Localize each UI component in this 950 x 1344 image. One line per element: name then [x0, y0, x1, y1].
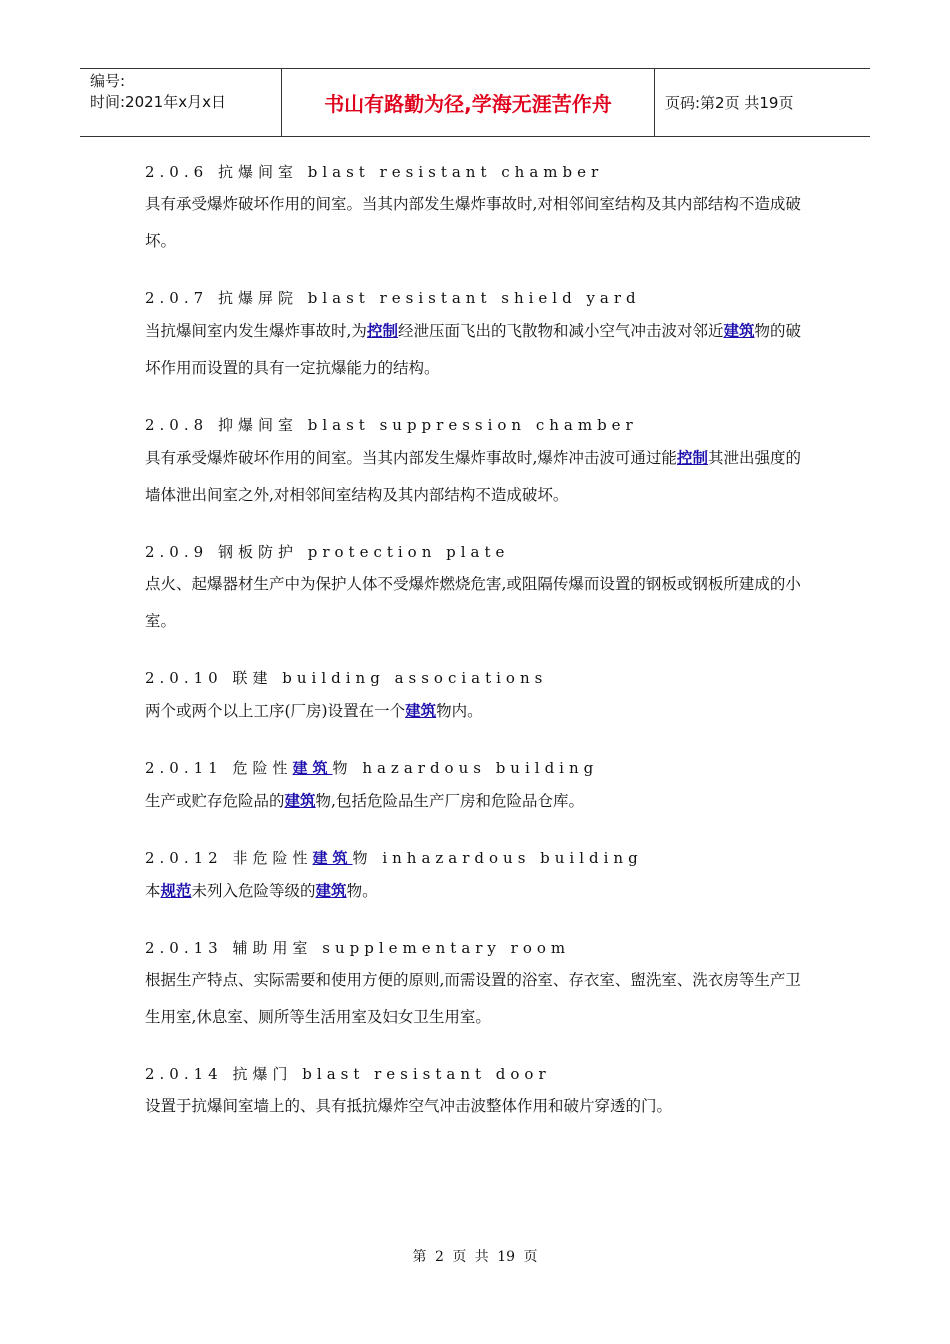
- definition-text: 根据生产特点、实际需要和使用方便的原则,而需设置的浴室、存衣室、盥洗室、洗衣房等生产卫生用室,休息室、厕所等生活用室及妇女卫生用室。: [145, 971, 801, 1026]
- definition-text: 两个或两个以上工序(厂房)设置在一个: [145, 702, 406, 720]
- term-code: 2.0.11: [145, 759, 223, 777]
- definition-text: 点火、起爆器材生产中为保护人体不受爆炸燃烧危害,或阻隔传爆而设置的钢板或钢板所建成的小室。: [145, 575, 801, 630]
- term-entry: [145, 754, 805, 820]
- term-heading: [145, 754, 805, 782]
- footer-page-number: 2: [434, 1249, 444, 1265]
- document-time-label: 时间:2021年x月x日: [90, 93, 226, 111]
- term-en: blast resistant door: [302, 1065, 551, 1083]
- term-entry: [145, 411, 805, 514]
- term-entry: [145, 284, 805, 387]
- definition-text: 物,包括危险品生产厂房和危险品仓库。: [315, 792, 584, 810]
- term-heading: [145, 844, 805, 872]
- term-entry: [145, 1060, 805, 1125]
- term-cn: 钢板防护: [217, 543, 298, 561]
- term-code: 2.0.7: [145, 289, 209, 307]
- term-heading: [145, 158, 805, 186]
- term-en: building associations: [282, 669, 548, 687]
- keyword-link-control[interactable]: 控制: [366, 321, 398, 340]
- term-entry: [145, 664, 805, 730]
- term-en: blast resistant chamber: [307, 163, 604, 181]
- page-header: [80, 68, 870, 137]
- header-meta: [80, 69, 282, 136]
- term-cn: 抗爆门: [232, 1065, 293, 1083]
- footer-total-pages: 19: [497, 1249, 516, 1265]
- definition-text: 物内。: [436, 702, 483, 720]
- term-entry: [145, 538, 805, 640]
- term-code: 2.0.9: [145, 543, 209, 561]
- term-code: 2.0.14: [145, 1065, 223, 1083]
- keyword-link-building[interactable]: 建筑: [292, 759, 333, 777]
- definition-text: 具有承受爆炸破坏作用的间室。当其内部发生爆炸事故时,爆炸冲击波可通过能: [145, 449, 677, 467]
- keyword-link-control[interactable]: 控制: [676, 448, 708, 467]
- term-cn: 抑爆间室: [217, 416, 298, 434]
- keyword-link-building[interactable]: 建筑: [284, 791, 316, 810]
- term-heading: [145, 934, 805, 962]
- definition-text: 当抗爆间室内发生爆炸事故时,为: [145, 322, 367, 340]
- term-cn-suffix: 物: [352, 849, 373, 867]
- term-heading: [145, 284, 805, 312]
- term-en: inhazardous building: [382, 849, 643, 867]
- definition-text: 未列入危险等级的: [191, 882, 316, 900]
- definition-text: 其泄出强度的墙体泄出间室之外,对相邻间室结构及其内部结构不造成破坏。: [145, 449, 801, 504]
- document-number-label: 编号:: [90, 72, 126, 90]
- document-body: [145, 158, 805, 1149]
- term-definition: [145, 439, 805, 514]
- term-heading: [145, 411, 805, 439]
- footer-ye: 页: [523, 1249, 538, 1265]
- term-cn: 辅助用室: [232, 939, 313, 957]
- page-footer: [0, 1246, 950, 1266]
- term-definition: [145, 962, 805, 1036]
- definition-text: 物。: [346, 882, 378, 900]
- term-cn: [233, 849, 373, 867]
- definition-text: 设置于抗爆间室墙上的、具有抵抗爆炸空气冲击波整体作用和破片穿透的门。: [145, 1097, 673, 1115]
- term-definition: [145, 312, 805, 387]
- keyword-link-building[interactable]: 建筑: [315, 881, 347, 900]
- term-entry: [145, 934, 805, 1036]
- header-motto: 书山有路勤为径,学海无涯苦作舟: [282, 69, 655, 136]
- term-definition: [145, 566, 805, 640]
- footer-gong: 共: [474, 1249, 489, 1265]
- term-definition: [145, 782, 805, 820]
- term-code: 2.0.13: [145, 939, 223, 957]
- term-entry: [145, 844, 805, 910]
- term-cn: 抗爆间室: [217, 163, 298, 181]
- term-entry: [145, 158, 805, 260]
- term-definition: [145, 872, 805, 910]
- definition-text: 经泄压面飞出的飞散物和减小空气冲击波对邻近: [397, 322, 724, 340]
- term-heading: [145, 538, 805, 566]
- term-cn-suffix: 物: [332, 759, 353, 777]
- keyword-link-building[interactable]: 建筑: [723, 321, 755, 340]
- footer-di: 第: [412, 1249, 427, 1265]
- term-heading: [145, 664, 805, 692]
- term-en: blast suppression chamber: [307, 416, 638, 434]
- footer-ye: 页: [452, 1249, 467, 1265]
- definition-text: 物的破坏作用而设置的具有一定抗爆能力的结构。: [145, 322, 801, 377]
- term-en: protection plate: [307, 543, 510, 561]
- term-definition: [145, 692, 805, 730]
- definition-text: 本: [145, 882, 161, 900]
- keyword-link-building[interactable]: 建筑: [312, 849, 353, 867]
- term-cn: 抗爆屏院: [217, 289, 298, 307]
- term-heading: [145, 1060, 805, 1088]
- definition-text: 生产或贮存危险品的: [145, 792, 285, 810]
- term-definition: [145, 1088, 805, 1125]
- definition-text: 具有承受爆炸破坏作用的间室。当其内部发生爆炸事故时,对相邻间室结构及其内部结构不造成破坏。: [145, 195, 801, 250]
- term-code: 2.0.8: [145, 416, 209, 434]
- term-en: hazardous building: [362, 759, 599, 777]
- keyword-link-building[interactable]: 建筑: [405, 701, 437, 720]
- term-cn: 联建: [232, 669, 273, 687]
- term-code: 2.0.12: [145, 849, 223, 867]
- term-code: 2.0.6: [145, 163, 209, 181]
- term-en: blast resistant shield yard: [307, 289, 641, 307]
- term-en: supplementary room: [322, 939, 571, 957]
- term-code: 2.0.10: [145, 669, 223, 687]
- term-cn-prefix: 非危险性: [232, 849, 313, 867]
- header-page-label: 页码:第2页 共19页: [665, 94, 794, 112]
- keyword-link-standard[interactable]: 规范: [160, 881, 192, 900]
- term-definition: [145, 186, 805, 260]
- term-cn-prefix: 危险性: [232, 759, 293, 777]
- term-cn: [233, 759, 353, 777]
